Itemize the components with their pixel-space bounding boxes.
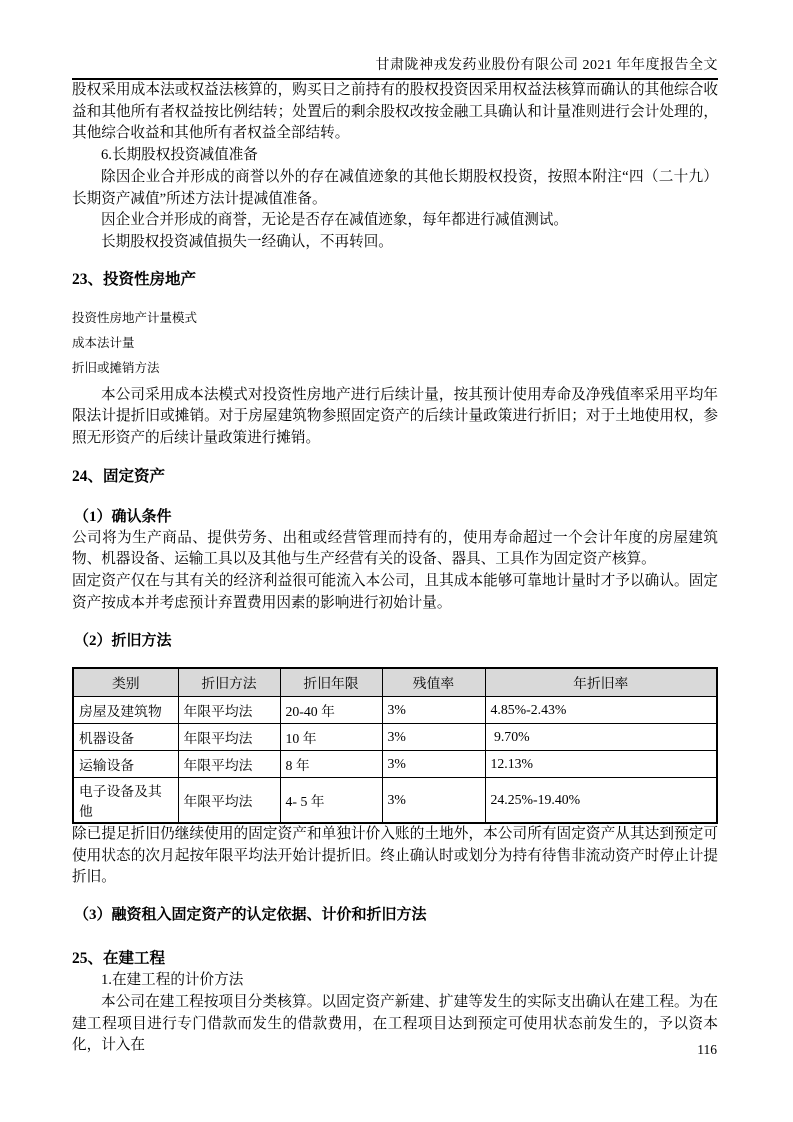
- subheading-recognition-criteria: （1）确认条件: [74, 508, 172, 525]
- paragraph-depreciation-note: 除已提足折旧仍继续使用的固定资产和单独计价入账的土地外，本公司所有固定资产从其达到预定可使用状态的次月起按年限平均法开始计提折旧。终止确认时或划分为持有待售非流动资产时停止计提折旧。: [72, 826, 718, 886]
- table-header-annual-rate: 年折旧率: [485, 668, 717, 697]
- section-heading-24-fixed-assets: 24、固定资产: [72, 467, 166, 485]
- table-header-method: 折旧方法: [178, 668, 280, 697]
- paragraph-lt-impairment-title: 6.长期股权投资减值准备: [101, 147, 258, 164]
- line-depreciation-method: 折旧或摊销方法: [72, 360, 160, 375]
- paragraph-fixed-assets-1: 公司将为生产商品、提供劳务、出租或经营管理而持有的，使用寿命超过一个会计年度的房屋建筑物、机器设备、运输工具以及其他与生产经营有关的设备、器具、工具作为固定资产核算。: [72, 529, 718, 568]
- table-cell: 4.85%-2.43%: [485, 697, 717, 724]
- table-cell: 年限平均法: [178, 697, 280, 724]
- table-cell: 24.25%-19.40%: [485, 778, 717, 824]
- table-header-residual-rate: 残值率: [382, 668, 485, 697]
- paragraph-investment-property: 本公司采用成本法模式对投资性房地产进行后续计量，按其预计使用寿命及净残值率采用平均年限法计提折旧或摊销。对于房屋建筑物参照固定资产的后续计量政策进行折旧；对于土地使用权，参照无形资产的后续计量政策进行摊销。: [72, 386, 718, 447]
- table-cell: 10 年: [280, 724, 382, 751]
- paragraph-lt-impairment-2: 因企业合并形成的商誉，无论是否存在减值迹象，每年都进行减值测试。: [101, 212, 569, 229]
- report-header-title: 甘肃陇神戎发药业股份有限公司 2021 年年度报告全文: [375, 58, 718, 73]
- paragraph-cip-body: 本公司在建工程按项目分类核算。以固定资产新建、扩建等发生的实际支出确认在建工程。为在建工程项目进行专门借款而发生的借款费用，在工程项目达到预定可使用状态前发生的，予以资本化，计入在: [72, 993, 718, 1054]
- table-cell: 3%: [382, 751, 485, 778]
- table-cell: 电子设备及其他: [73, 778, 178, 824]
- paragraph-fixed-assets-2: 固定资产仅在与其有关的经济利益很可能流入本公司，且其成本能够可靠地计量时才予以确认。固定资产按成本并考虑预计弃置费用因素的影响进行初始计量。: [72, 573, 718, 611]
- subheading-depreciation-method: （2）折旧方法: [74, 632, 172, 649]
- table-cell: 3%: [382, 697, 485, 724]
- table-cell: 年限平均法: [178, 778, 280, 824]
- paragraph-lt-impairment-3: 长期股权投资减值损失一经确认，不再转回。: [101, 233, 393, 250]
- table-cell: 9.70%: [485, 724, 717, 751]
- table-cell: 机器设备: [73, 724, 178, 751]
- depreciation-table: [72, 667, 718, 825]
- table-cell: 8 年: [280, 751, 382, 778]
- table-row-electronics: [73, 778, 717, 824]
- table-row-buildings: [73, 697, 717, 724]
- table-cell: 3%: [382, 724, 485, 751]
- paragraph-cip-title: 1.在建工程的计价方法: [101, 972, 244, 989]
- table-header-row: [73, 668, 717, 697]
- paragraph-lt-impairment-1: 除因企业合并形成的商誉以外的存在减值迹象的其他长期股权投资，按照本附注“四（二十九）长期资产减值”所述方法计提减值准备。: [72, 168, 718, 207]
- table-cell: 3%: [382, 778, 485, 824]
- table-row-transport: [73, 751, 717, 778]
- content-area: [72, 0, 718, 1057]
- page-number: 116: [697, 1042, 717, 1057]
- line-measurement-model: 投资性房地产计量模式: [72, 310, 198, 325]
- table-header-category: 类别: [73, 668, 178, 697]
- table-cell: 20-40 年: [280, 697, 382, 724]
- section-heading-23-investment-property: 23、投资性房地产: [72, 270, 197, 288]
- paragraph-equity-continuation: 股权采用成本法或权益法核算的，购买日之前持有的股权投资因采用权益法核算而确认的其他综合收益和其他所有者权益按比例结转；处置后的剩余股权改按金融工具确认和计量准则进行会计处理的，其他综合收益和其他所有者权益全部结转。: [72, 82, 718, 142]
- table-row-machinery: [73, 724, 717, 751]
- section-heading-25-construction: 25、在建工程: [72, 950, 166, 968]
- table-cell: 房屋及建筑物: [73, 697, 178, 724]
- page-header: [72, 0, 718, 80]
- line-cost-method: 成本法计量: [72, 335, 135, 350]
- table-cell: 年限平均法: [178, 751, 280, 778]
- table-cell: 运输设备: [73, 751, 178, 778]
- table-cell: 4- 5 年: [280, 778, 382, 824]
- subheading-finance-lease: （3）融资租入固定资产的认定依据、计价和折旧方法: [74, 907, 427, 924]
- table-cell: 12.13%: [485, 751, 717, 778]
- table-cell: 年限平均法: [178, 724, 280, 751]
- table-header-years: 折旧年限: [280, 668, 382, 697]
